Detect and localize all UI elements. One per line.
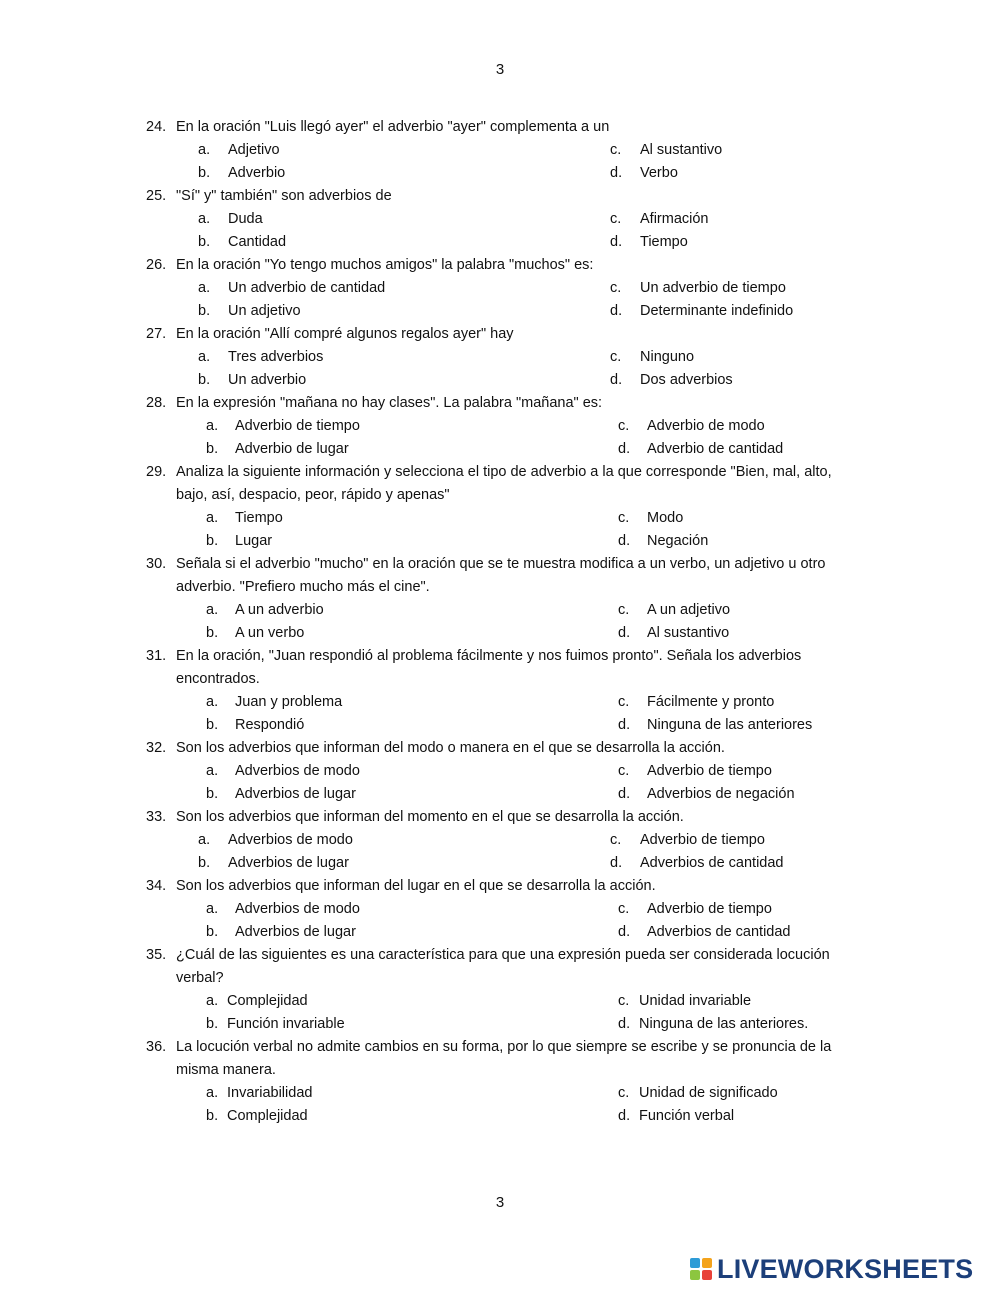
- question-item: [146, 737, 866, 806]
- answer-options: [146, 990, 866, 1036]
- option-letter: b.: [198, 855, 211, 871]
- answer-option[interactable]: [146, 783, 558, 806]
- answer-option[interactable]: [558, 415, 808, 438]
- option-text: Adverbio de cantidad: [647, 441, 784, 457]
- answer-option[interactable]: [146, 277, 558, 300]
- question-stem: [146, 645, 866, 691]
- question-item: [146, 875, 866, 944]
- option-letter: a.: [198, 211, 211, 227]
- question-stem: [146, 323, 866, 346]
- question-list: [146, 116, 866, 1128]
- option-letter: d.: [610, 234, 623, 250]
- question-item: [146, 1036, 866, 1128]
- option-letter: d.: [618, 1016, 631, 1032]
- answer-option[interactable]: [558, 783, 808, 806]
- question-stem: [146, 392, 866, 415]
- question-number: 34.: [146, 878, 167, 894]
- answer-option[interactable]: [558, 346, 808, 369]
- question-text: Son los adverbios que informan del lugar en el que se desarrolla la acción.: [176, 878, 656, 894]
- question-stem: [146, 806, 866, 829]
- option-text: Verbo: [640, 165, 678, 181]
- option-text: Un adverbio de tiempo: [640, 280, 786, 296]
- answer-option[interactable]: [558, 139, 808, 162]
- answer-option[interactable]: [558, 300, 808, 323]
- answer-option[interactable]: [146, 622, 558, 645]
- option-text: Lugar: [235, 533, 273, 549]
- question-text: Analiza la siguiente información y selecciona el tipo de adverbio a la que corresponde "Bien, mal, alto, bajo, así, despacio, peor, rápido y apenas": [176, 464, 832, 503]
- answer-option[interactable]: [146, 921, 558, 944]
- liveworksheets-icon: [690, 1258, 712, 1280]
- answer-options: [146, 277, 866, 323]
- answer-option[interactable]: [146, 852, 558, 875]
- answer-option[interactable]: [146, 714, 558, 737]
- option-letter: a.: [206, 694, 219, 710]
- question-number: 27.: [146, 326, 167, 342]
- question-item: [146, 944, 866, 1036]
- option-text: Un adjetivo: [228, 303, 301, 319]
- option-letter: d.: [618, 441, 631, 457]
- answer-option[interactable]: [558, 599, 808, 622]
- answer-option[interactable]: [146, 346, 558, 369]
- option-letter: b.: [206, 625, 219, 641]
- option-text: A un verbo: [235, 625, 305, 641]
- question-item: [146, 185, 866, 254]
- option-text: Complejidad: [227, 993, 308, 1009]
- answer-options: [146, 829, 866, 875]
- question-number: 24.: [146, 119, 167, 135]
- answer-option[interactable]: [146, 231, 558, 254]
- option-letter: d.: [610, 165, 623, 181]
- question-item: [146, 254, 866, 323]
- liveworksheets-logo: [690, 1252, 973, 1286]
- option-letter: c.: [618, 993, 630, 1009]
- question-text: La locución verbal no admite cambios en su forma, por lo que siempre se escribe y se pronuncia de la misma manera.: [176, 1039, 832, 1078]
- question-text: En la expresión "mañana no hay clases". La palabra "mañana" es:: [176, 395, 603, 411]
- option-text: Tiempo: [640, 234, 688, 250]
- question-stem: [146, 116, 866, 139]
- option-text: Tiempo: [235, 510, 283, 526]
- option-letter: b.: [198, 372, 211, 388]
- question-text: En la oración "Luis llegó ayer" el adverbio "ayer" complementa a un: [176, 119, 610, 135]
- answer-option[interactable]: [146, 415, 558, 438]
- answer-option[interactable]: [558, 369, 808, 392]
- question-number: 29.: [146, 464, 167, 480]
- answer-option[interactable]: [146, 369, 558, 392]
- answer-option[interactable]: [558, 530, 808, 553]
- answer-options: [146, 139, 866, 185]
- option-text: A un adverbio: [235, 602, 324, 618]
- question-text: Son los adverbios que informan del modo o manera en el que se desarrolla la acción.: [176, 740, 725, 756]
- option-text: Adverbio de modo: [647, 418, 765, 434]
- option-letter: d.: [610, 372, 623, 388]
- answer-options: [146, 599, 866, 645]
- answer-option[interactable]: [558, 507, 808, 530]
- option-text: Unidad invariable: [639, 993, 752, 1009]
- option-text: Adverbios de modo: [228, 832, 353, 848]
- answer-option[interactable]: [558, 1082, 808, 1105]
- option-text: Adverbios de lugar: [235, 924, 356, 940]
- question-stem: [146, 185, 866, 208]
- answer-option[interactable]: [558, 691, 808, 714]
- option-text: Respondió: [235, 717, 305, 733]
- answer-options: [146, 346, 866, 392]
- option-letter: a.: [198, 349, 211, 365]
- question-stem: [146, 737, 866, 760]
- option-letter: d.: [610, 855, 623, 871]
- question-text: En la oración "Yo tengo muchos amigos" la palabra "muchos" es:: [176, 257, 594, 273]
- answer-option[interactable]: [146, 1013, 558, 1036]
- option-text: Adverbio de lugar: [235, 441, 349, 457]
- question-number: 26.: [146, 257, 167, 273]
- answer-option[interactable]: [558, 714, 813, 737]
- answer-option[interactable]: [146, 1105, 558, 1128]
- option-text: Adverbio: [228, 165, 286, 181]
- option-letter: d.: [618, 1108, 631, 1124]
- option-letter: c.: [618, 602, 630, 618]
- question-text: Señala si el adverbio "mucho" en la oración que se te muestra modifica a un verbo, un adjetivo u otro adverbio. "Prefiero mucho más el cine".: [176, 556, 826, 595]
- option-letter: c.: [618, 1085, 630, 1101]
- answer-option[interactable]: [146, 1082, 558, 1105]
- question-number: 36.: [146, 1039, 167, 1055]
- option-letter: c.: [610, 142, 622, 158]
- question-stem: [146, 461, 866, 507]
- answer-option[interactable]: [558, 277, 808, 300]
- option-text: Juan y problema: [235, 694, 343, 710]
- answer-option[interactable]: [558, 231, 808, 254]
- option-letter: b.: [206, 533, 219, 549]
- question-stem: [146, 553, 866, 599]
- option-text: Duda: [228, 211, 263, 227]
- option-letter: c.: [618, 763, 630, 779]
- answer-option[interactable]: [146, 760, 558, 783]
- option-letter: b.: [206, 1016, 219, 1032]
- option-letter: a.: [206, 763, 219, 779]
- option-text: Unidad de significado: [639, 1085, 778, 1101]
- answer-options: [146, 507, 866, 553]
- option-text: Adverbio de tiempo: [235, 418, 360, 434]
- option-letter: c.: [610, 280, 622, 296]
- logo-square: [702, 1258, 712, 1268]
- answer-option[interactable]: [146, 898, 558, 921]
- option-letter: a.: [206, 418, 219, 434]
- question-item: [146, 323, 866, 392]
- option-letter: c.: [618, 418, 630, 434]
- option-letter: c.: [610, 349, 622, 365]
- answer-option[interactable]: [558, 898, 808, 921]
- answer-option[interactable]: [558, 1013, 808, 1036]
- option-text: Complejidad: [227, 1108, 308, 1124]
- option-text: Adverbios de cantidad: [640, 855, 784, 871]
- answer-option[interactable]: [146, 530, 558, 553]
- option-text: Al sustantivo: [647, 625, 730, 641]
- answer-options: [146, 691, 866, 737]
- answer-option[interactable]: [558, 162, 808, 185]
- option-text: Adverbios de negación: [647, 786, 795, 802]
- option-text: Invariabilidad: [227, 1085, 313, 1101]
- answer-option[interactable]: [558, 990, 808, 1013]
- logo-square: [690, 1258, 700, 1268]
- logo-square: [702, 1270, 712, 1280]
- option-text: Un adverbio: [228, 372, 307, 388]
- option-letter: b.: [198, 234, 211, 250]
- answer-option[interactable]: [146, 208, 558, 231]
- option-letter: c.: [610, 211, 622, 227]
- answer-options: [146, 760, 866, 806]
- option-letter: d.: [610, 303, 623, 319]
- question-text: En la oración, "Juan respondió al problema fácilmente y nos fuimos pronto". Señala los adverbios encontrados.: [176, 648, 802, 687]
- option-letter: d.: [618, 786, 631, 802]
- option-letter: a.: [198, 832, 211, 848]
- answer-options: [146, 1082, 866, 1128]
- option-text: Ninguno: [640, 349, 695, 365]
- question-item: [146, 806, 866, 875]
- option-letter: c.: [610, 832, 622, 848]
- question-item: [146, 392, 866, 461]
- page-number-bottom: 3: [495, 1194, 505, 1211]
- option-letter: b.: [206, 786, 219, 802]
- question-stem: [146, 875, 866, 898]
- option-text: Función invariable: [227, 1016, 345, 1032]
- option-letter: c.: [618, 901, 630, 917]
- option-text: Al sustantivo: [640, 142, 723, 158]
- answer-option[interactable]: [558, 829, 808, 852]
- question-number: 25.: [146, 188, 167, 204]
- question-item: [146, 116, 866, 185]
- option-text: Adverbios de modo: [235, 901, 360, 917]
- option-text: Adjetivo: [228, 142, 280, 158]
- answer-options: [146, 415, 866, 461]
- option-letter: d.: [618, 924, 631, 940]
- option-text: Tres adverbios: [228, 349, 324, 365]
- question-item: [146, 645, 866, 737]
- option-letter: a.: [206, 602, 219, 618]
- answer-option[interactable]: [558, 622, 808, 645]
- question-number: 30.: [146, 556, 167, 572]
- option-letter: a.: [206, 901, 219, 917]
- answer-option[interactable]: [558, 921, 808, 944]
- option-text: Dos adverbios: [640, 372, 733, 388]
- answer-option[interactable]: [146, 990, 558, 1013]
- option-letter: b.: [198, 303, 211, 319]
- option-text: Función verbal: [639, 1108, 735, 1124]
- question-number: 32.: [146, 740, 167, 756]
- answer-option[interactable]: [146, 599, 558, 622]
- option-letter: a.: [198, 142, 211, 158]
- option-letter: d.: [618, 533, 631, 549]
- page-number-top: 3: [495, 61, 505, 78]
- option-letter: b.: [206, 717, 219, 733]
- question-number: 28.: [146, 395, 167, 411]
- logo-square: [690, 1270, 700, 1280]
- option-letter: b.: [206, 1108, 219, 1124]
- option-text: Adverbios de modo: [235, 763, 360, 779]
- answer-option[interactable]: [146, 300, 558, 323]
- option-text: Adverbio de tiempo: [640, 832, 765, 848]
- answer-option[interactable]: [558, 760, 808, 783]
- option-text: Determinante indefinido: [640, 303, 794, 319]
- option-text: Ninguna de las anteriores: [647, 717, 813, 733]
- answer-option[interactable]: [146, 139, 558, 162]
- option-letter: d.: [618, 717, 631, 733]
- option-letter: a.: [198, 280, 211, 296]
- answer-option[interactable]: [558, 438, 808, 461]
- option-letter: a.: [206, 993, 219, 1009]
- option-letter: b.: [206, 924, 219, 940]
- question-text: En la oración "Allí compré algunos regalos ayer" hay: [176, 326, 514, 342]
- question-text: ¿Cuál de las siguientes es una característica para que una expresión pueda ser considerada locución verbal?: [176, 947, 830, 986]
- option-text: Adverbios de cantidad: [647, 924, 791, 940]
- question-text: "Sí" y" también" son adverbios de: [176, 188, 392, 204]
- answer-option[interactable]: [146, 507, 558, 530]
- question-number: 33.: [146, 809, 167, 825]
- answer-options: [146, 898, 866, 944]
- question-stem: [146, 944, 866, 990]
- option-text: Adverbios de lugar: [235, 786, 356, 802]
- question-stem: [146, 254, 866, 277]
- option-letter: c.: [618, 510, 630, 526]
- question-item: [146, 553, 866, 645]
- option-text: Modo: [647, 510, 684, 526]
- option-text: Negación: [647, 533, 709, 549]
- option-text: Fácilmente y pronto: [647, 694, 775, 710]
- answer-options: [146, 208, 866, 254]
- option-text: Adverbio de tiempo: [647, 763, 772, 779]
- option-text: Un adverbio de cantidad: [228, 280, 386, 296]
- question-number: 31.: [146, 648, 167, 664]
- option-text: A un adjetivo: [647, 602, 731, 618]
- answer-option[interactable]: [558, 1105, 808, 1128]
- answer-option[interactable]: [558, 208, 808, 231]
- option-letter: c.: [618, 694, 630, 710]
- question-number: 35.: [146, 947, 167, 963]
- option-letter: a.: [206, 510, 219, 526]
- question-item: [146, 461, 866, 553]
- option-letter: d.: [618, 625, 631, 641]
- question-text: Son los adverbios que informan del momento en el que se desarrolla la acción.: [176, 809, 684, 825]
- option-letter: b.: [198, 165, 211, 181]
- question-stem: [146, 1036, 866, 1082]
- answer-option[interactable]: [146, 691, 558, 714]
- answer-option[interactable]: [146, 162, 558, 185]
- answer-option[interactable]: [558, 852, 808, 875]
- brand-name: LIVEWORKSHEETS: [717, 1253, 974, 1284]
- option-letter: a.: [206, 1085, 219, 1101]
- answer-option[interactable]: [146, 438, 558, 461]
- option-text: Afirmación: [640, 211, 709, 227]
- option-text: Ninguna de las anteriores.: [639, 1016, 809, 1032]
- option-text: Adverbio de tiempo: [647, 901, 772, 917]
- answer-option[interactable]: [146, 829, 558, 852]
- option-text: Adverbios de lugar: [228, 855, 349, 871]
- option-letter: b.: [206, 441, 219, 457]
- option-text: Cantidad: [228, 234, 287, 250]
